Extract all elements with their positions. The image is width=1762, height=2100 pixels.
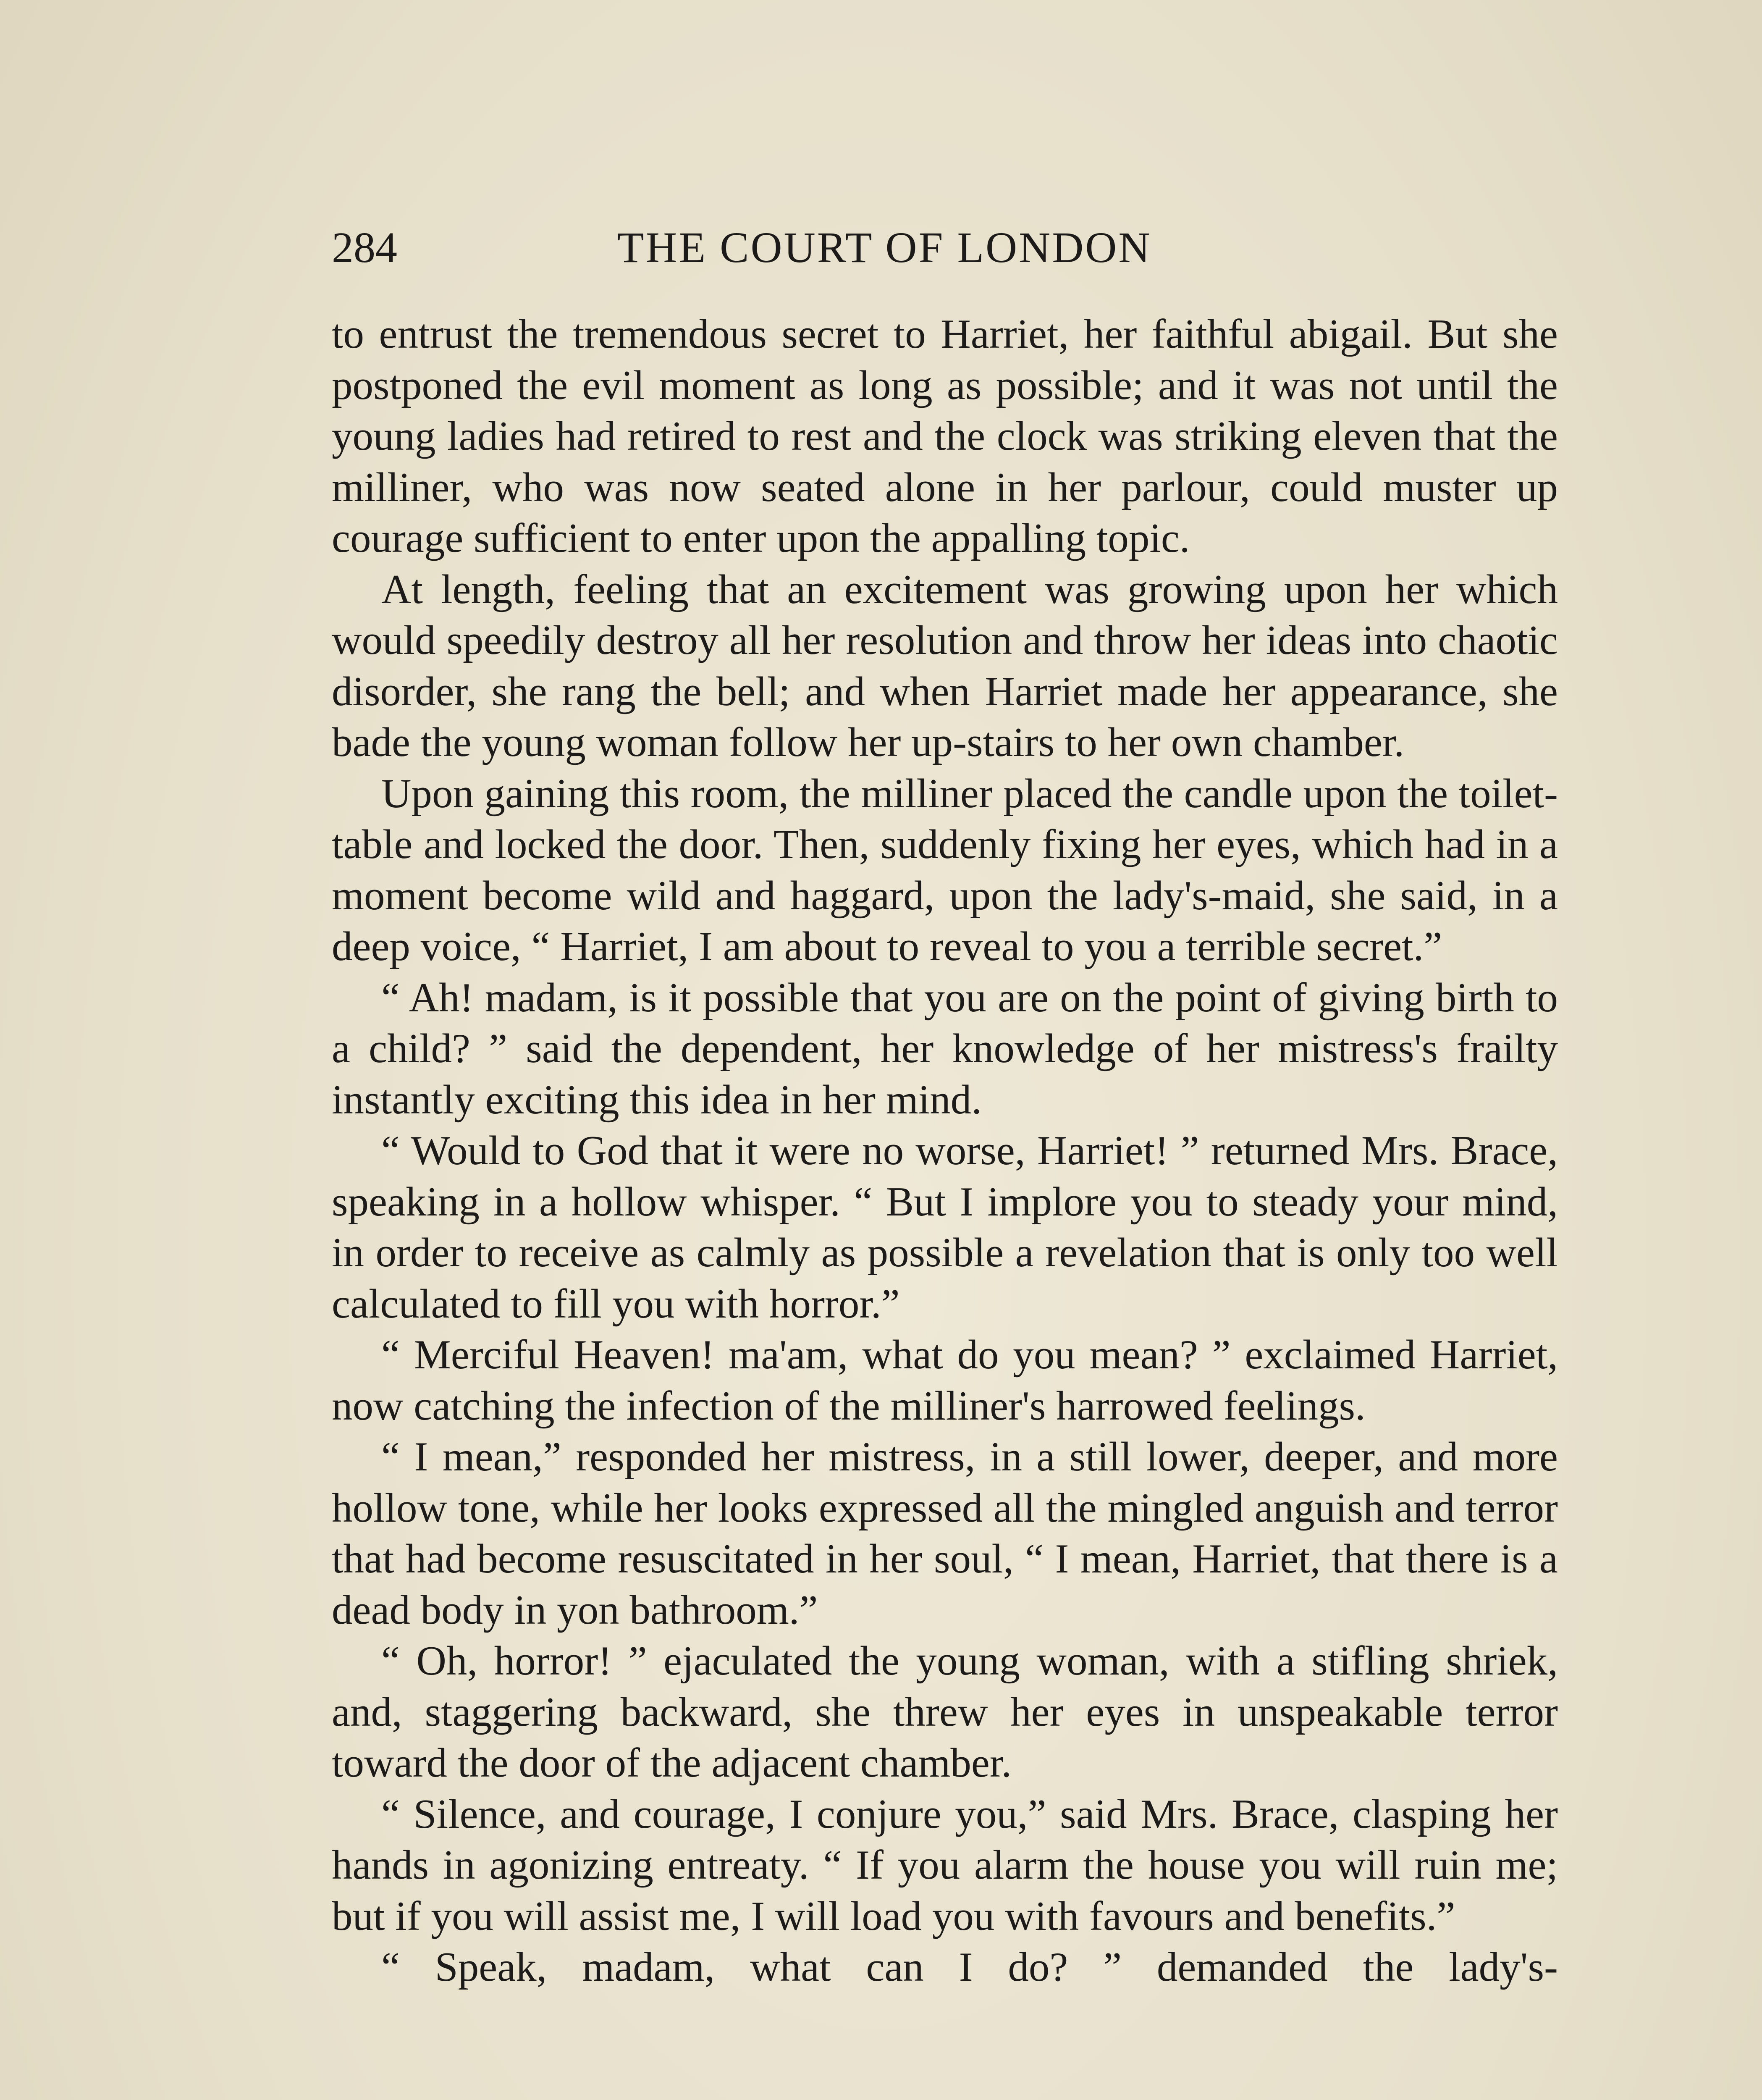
paragraph-7: “ I mean,” responded her mistress, in a still lower, deeper, and more hollow tone, while her looks expressed all the mingled anguish and terror that had become resuscitated in her soul, “ I mean, Harriet, that there is a dead body in yon bathroom.” (332, 1434, 1558, 1633)
paragraph-4: “ Ah! madam, is it possible that you are on the point of giving birth to a child? ” said the dependent, her knowledge of her mistress's frailty instantly exciting this idea in her mind. (332, 974, 1558, 1123)
page-header (332, 218, 1272, 277)
paragraph-9: “ Silence, and courage, I conjure you,” said Mrs. Brace, clasping her hands in agonizing entreaty. “ If you alarm the house you will ruin me; but if you will assist me, I will load you with favours and benefits.” (332, 1791, 1558, 1939)
paragraph-8: “ Oh, horror! ” ejaculated the young woman, with a stifling shriek, and, staggering backward, she threw her eyes in unspeakable terror toward the door of the adjacent chamber. (332, 1638, 1558, 1786)
body-text (332, 309, 1558, 1993)
paragraph-6: “ Merciful Heaven! ma'am, what do you mean? ” exclaimed Harriet, now catching the infection of the milliner's harrowed feelings. (332, 1332, 1558, 1429)
running-head: THE COURT OF LONDON (617, 223, 1152, 272)
paragraph-10: “ Speak, madam, what can I do? ” demanded the lady's- (381, 1944, 1558, 1990)
paragraph-3: Upon gaining this room, the milliner placed the candle upon the toilet-table and locked the door. Then, suddenly fixing her eyes, which had in a moment become wild and haggard, upon the lady's-maid, she said, in a deep voice, “ Harriet, I am about to reveal to you a terrible secret.” (332, 770, 1558, 969)
paragraph-5: “ Would to God that it were no worse, Harriet! ” returned Mrs. Brace, speaking in a hollow whisper. “ But I implore you to steady your mind, in order to receive as calmly as possible a revelation that is only too well calculated to fill you with horror.” (332, 1128, 1558, 1327)
page-number: 284 (332, 223, 397, 272)
paragraph-1: to entrust the tremendous secret to Harriet, her faithful abigail. But she postponed the evil moment as long as possible; and it was not until the young ladies had retired to rest and the clock was striking eleven that the milliner, who was now seated alone in her parlour, could muster up courage sufficient to enter upon the appalling topic. (332, 311, 1558, 561)
paragraph-2: At length, feeling that an excitement was growing upon her which would speedily destroy all her resolution and throw her ideas into chaotic disorder, she rang the bell; and when Harriet made her appearance, she bade the young woman follow her up-stairs to her own chamber. (332, 566, 1558, 765)
